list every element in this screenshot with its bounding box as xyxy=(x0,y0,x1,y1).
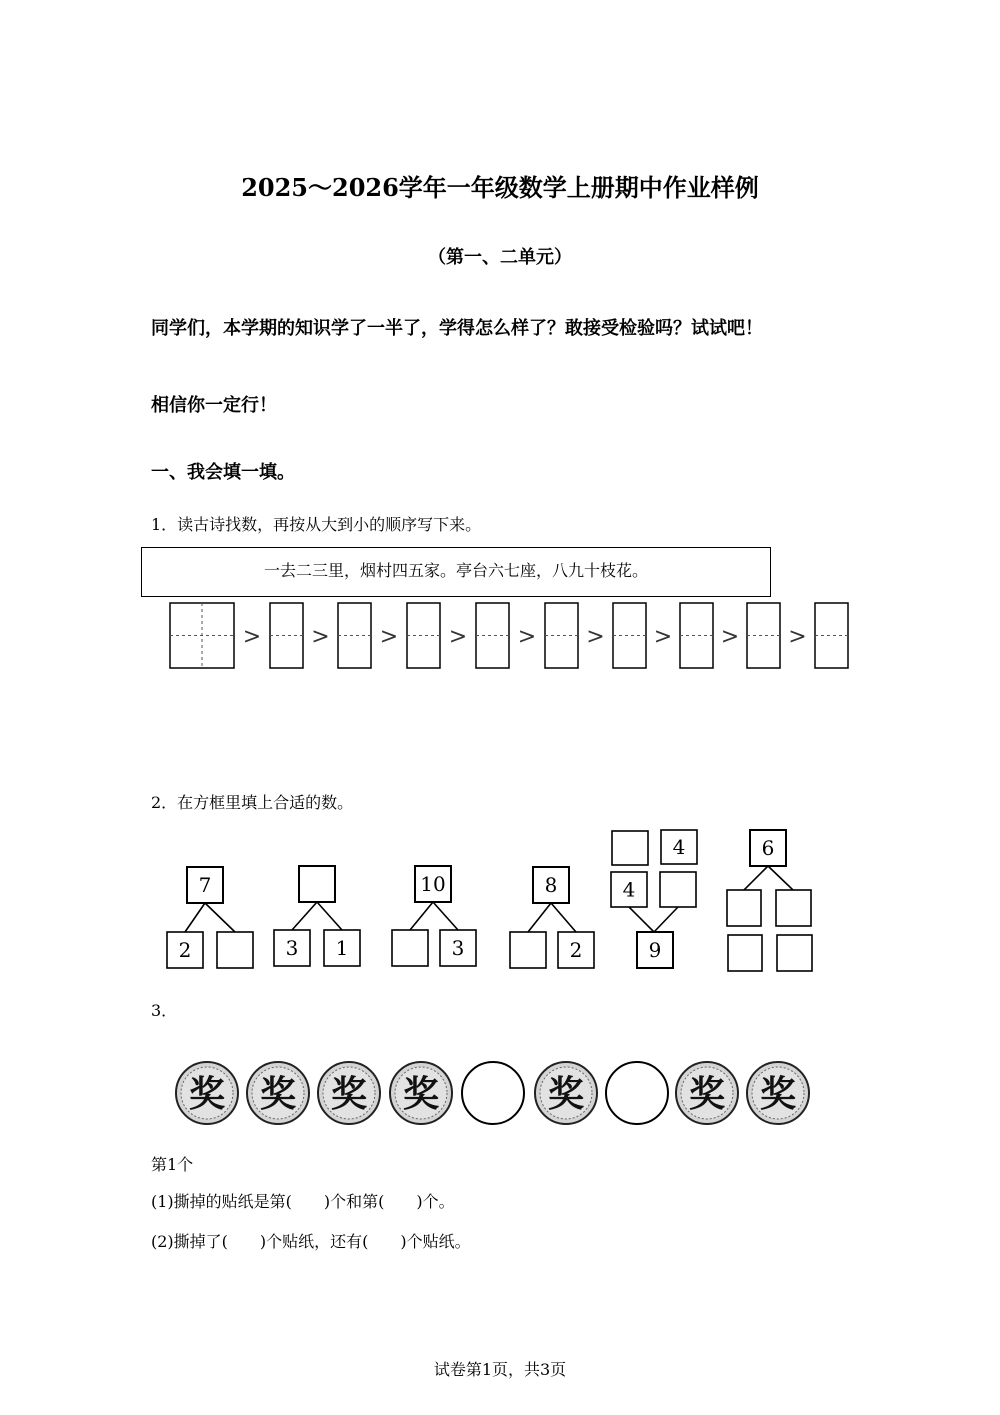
answer-box xyxy=(613,603,646,668)
greater-than-sign: > xyxy=(788,624,807,650)
tree-branch xyxy=(551,903,576,932)
answer-box xyxy=(747,603,780,668)
tree-top-box-number: 10 xyxy=(420,872,446,896)
answer-box xyxy=(680,603,713,668)
greater-than-sign: > xyxy=(720,624,740,650)
tree-branch xyxy=(185,903,205,932)
question-3-label: 3． xyxy=(151,1001,178,1020)
tree-right-box-number: 2 xyxy=(569,938,583,962)
answer-box xyxy=(407,603,440,668)
greater-than-sign: > xyxy=(242,624,262,650)
tree-right-box xyxy=(217,932,253,968)
encouragement-text: 相信你一定行！ xyxy=(151,395,277,416)
answer-box xyxy=(338,603,371,668)
sticker-row xyxy=(176,1062,809,1124)
answer-box xyxy=(270,603,303,668)
greater-than-sign: > xyxy=(653,624,673,650)
question-2-label: 2．在方框里填上合适的数。 xyxy=(151,793,354,812)
award-sticker-char: 奖 xyxy=(402,1073,440,1115)
merge-box xyxy=(612,831,648,865)
merge-box-number: 4 xyxy=(672,835,686,859)
split-box xyxy=(776,890,811,926)
answer-boxes-row xyxy=(170,603,848,668)
award-sticker-char: 奖 xyxy=(688,1073,726,1115)
award-sticker-char: 奖 xyxy=(259,1073,297,1115)
tree-branch xyxy=(654,907,678,932)
tree-branch xyxy=(292,902,317,930)
greater-than-sign: > xyxy=(379,624,399,650)
tree-branch xyxy=(317,902,342,930)
tree-top-box xyxy=(299,866,335,902)
greater-than-sign: > xyxy=(517,624,537,650)
tree-branch xyxy=(768,866,793,890)
page-title: 2025～2026学年一年级数学上册期中作业样例 xyxy=(241,173,759,202)
tree-branch xyxy=(528,903,551,932)
greater-than-sign: > xyxy=(586,624,605,650)
tree-branch xyxy=(629,907,654,932)
tree-branch xyxy=(744,866,768,890)
award-sticker-char: 奖 xyxy=(330,1073,368,1115)
split-box xyxy=(728,935,762,971)
answer-box xyxy=(815,603,848,668)
greater-than-sign: > xyxy=(311,624,330,650)
missing-sticker xyxy=(606,1062,668,1124)
award-sticker-char: 奖 xyxy=(759,1073,797,1115)
merge-box-number: 4 xyxy=(622,877,636,902)
answer-box xyxy=(545,603,578,668)
question-3-sub1: (1)撕掉的贴纸是第( )个和第( )个。 xyxy=(151,1192,455,1211)
tree-left-box xyxy=(510,932,546,968)
split-top-box-number: 6 xyxy=(761,836,775,860)
split-box xyxy=(727,890,761,926)
tree-left-box-number: 3 xyxy=(285,936,299,960)
number-trees xyxy=(167,830,812,971)
missing-sticker xyxy=(462,1062,524,1124)
page-subtitle: （第一、二单元） xyxy=(428,247,572,268)
intro-text: 同学们，本学期的知识学了一半了，学得怎么样了？敢接受检验吗？试试吧！ xyxy=(151,318,763,339)
tree-branch xyxy=(433,902,458,930)
poem-text: 一去二三里，烟村四五家。亭台六七座，八九十枝花。 xyxy=(263,561,648,580)
question-1-label: 1．读古诗找数，再按从大到小的顺序写下来。 xyxy=(151,515,482,534)
section-heading: 一、我会填一填。 xyxy=(151,462,295,483)
page-footer: 试卷第1页，共3页 xyxy=(433,1360,567,1379)
award-sticker-char: 奖 xyxy=(188,1073,226,1115)
greater-than-sign: > xyxy=(448,624,468,650)
tree-branch xyxy=(205,903,235,932)
split-box xyxy=(777,935,812,971)
tree-left-box-number: 2 xyxy=(178,938,192,962)
tree-top-box-number: 8 xyxy=(544,873,558,897)
tree-left-box xyxy=(392,930,428,966)
answer-box xyxy=(476,603,509,668)
tree-right-box-number: 3 xyxy=(451,936,465,960)
tree-branch xyxy=(410,902,433,930)
sticker-note: 第1个 xyxy=(151,1155,194,1174)
question-3-sub2: (2)撕掉了( )个贴纸，还有( )个贴纸。 xyxy=(151,1232,471,1251)
tree-right-box-number: 1 xyxy=(335,936,349,960)
tree-top-box-number: 7 xyxy=(198,873,212,897)
award-sticker-char: 奖 xyxy=(547,1073,585,1115)
merge-box xyxy=(660,872,696,907)
merge-bottom-box-number: 9 xyxy=(648,938,662,962)
